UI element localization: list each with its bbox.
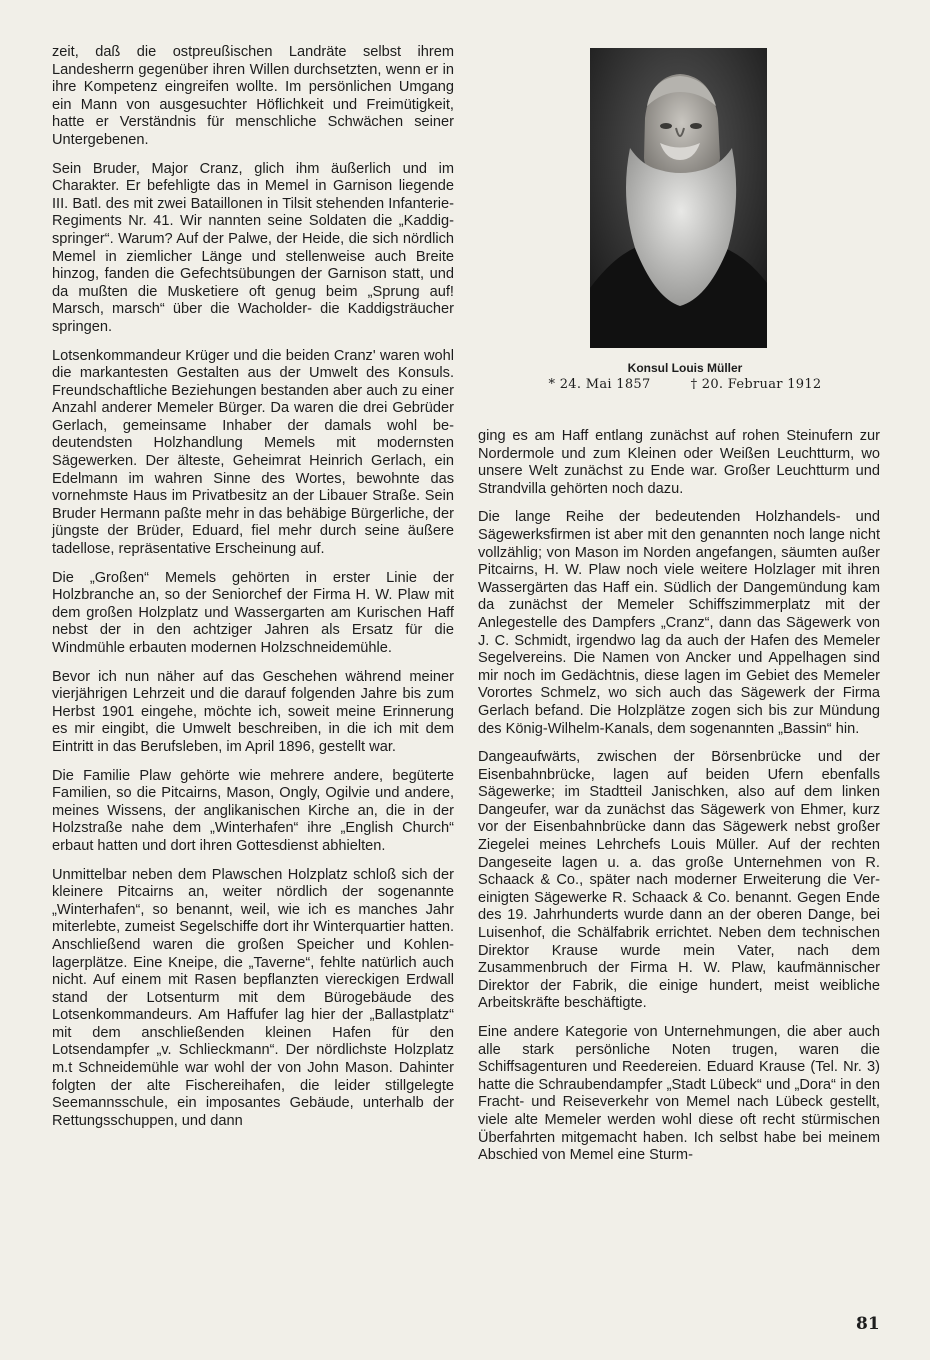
paragraph: Dangeaufwärts, zwischen der Börsenbrücke und der Eisenbahnbrücke, lagen auf beiden Ufern ebenfalls Sägewerke; im Stadtteil Janischken, also auf dem linken Dangeufer, war da zunächst das Sägewerk von Ehmer, kurz vor der Eisenbahnbrücke dann das Sägewerk nebst großer Ziegelei meines Lehrchefs Louis Müller. Auf der rechten Dangeseite lagen u. a. das große Unternehmen von R. Schaack & Co., später nach moderner Erweiterung die Vereinigten Sägewerke R. Schaack & Co. benannt. Gegen Ende des 19. Jahrhunderts wurde dann an der oberen Dange, bei Luisenhof, die Schälfabrik errichtet. Neben dem technischen Direktor Krause wurde mein Vater, nach dem Zusammenbruch der Firma H. W. Plaw, kaufmännischer Direktor der Fabrik, die einige hundert, meist weibliche Arbeitskräfte beschäftigte. (478, 749, 880, 1012)
paragraph: Bevor ich nun näher auf das Geschehen während meiner vierjährigen Lehrzeit und die darauf folgenden Jahre bis zum Herbst 1901 eingehe, möchte ich, soweit meine Erinnerung es mir eingibt, die Umwelt beschreiben, in die ich mit dem Eintritt in das Berufsleben, im April 1896, gestellt war. (52, 668, 454, 755)
paragraph: Eine andere Kategorie von Unternehmungen, die aber auch alle stark persönliche Noten trugen, waren die Schiffsagenturen und Reedereien. Eduard Krause (Tel. Nr. 3) hatte die Schraubendampfer „Stadt Lübeck“ und „Dora“ in den Fracht- und Reiseverkehr von Memel nach Lübeck gestellt, viele alte Memeler werden wohl diese oft recht stürmischen Überfahrten mitgemacht haben. Ich selbst habe bei meinem Abschied von Memel eine Sturm- (478, 1024, 880, 1164)
birth-date: * 24. Mai 1857 (548, 377, 651, 392)
portrait-photo (590, 48, 767, 348)
death-date: † 20. Februar 1912 (690, 377, 822, 392)
paragraph: Sein Bruder, Major Cranz, glich ihm äußerlich und im Charakter. Er befehligte das in Memel in Garnison liegende III. Batl. des mit zwei Bataillonen in Tilsit stehenden Infanterie-Regiments Nr. 41. Wir nannten seine Soldaten die „Kaddigspringer“. Warum? Auf der Palwe, der Heide, die sich nördlich Memel in ziemlicher Länge und stellenweise auch Breite hinzog, fanden die Gefechtsübungen der Garnison statt, und da mußten die Musketiere oft genug beim „Sprung auf! Marsch, marsch“ über die Wacholder- die Kaddigsträucher springen. (52, 160, 454, 335)
caption-name: Konsul Louis Müller (627, 361, 743, 375)
paragraph: Lotsenkommandeur Krüger und die beiden Cranz' waren wohl die markantesten Gestalten aus der Umwelt des Konsuls. Freundschaftliche Beziehungen bestanden aber auch zu einer Anzahl anderer Memeler Bürger. Da waren die drei Gebrüder Gerlach, gemeinsame Inhaber der damals wohl bedeutendsten Holzhandlung Memels mit modernsten Sägewerken. Der älteste, Geheimrat Heinrich Gerlach, ein Edelmann im wahren Sinne des Wortes, bewohnte das vornehmste Haus im Privatbesitz an der Libauer Straße. Sein Bruder Hermann paßte mehr in das behäbige Bürgerliche, der jüngste der Brüder, Eduard, fiel mehr durch seine äußere tadellose, repräsentative Erscheinung auf. (52, 347, 454, 558)
paragraph: Die lange Reihe der bedeutenden Holzhandels- und Sägewerksfirmen ist aber mit den genannten noch lange nicht vollzählig; von Mason im Norden angefangen, säumten außer Pitcairns, H. W. Plaw noch viele weitere Holzlager mit ihren Wassergärten das Haff ein. Südlich der Dangemündung kam da zunächst der Memeler Schiffszimmerplatz mit der Anlegestelle des Dampfers „Cranz“, dann das Sägewerk von J. C. Schmidt, irgendwo lag da auch der Hafen des Memeler Segelvereins. Die Namen von Ancker und Appelhagen sind mir noch im Gedächtnis, diese lagen im Gebiet des Memeler Vorortes Schmelz, wo sich auch das Sägewerk der Firma Gerlach befand. Die Holzplätze zogen sich bis zur Mündung des König-Wilhelm-Kanals, dem sogenannten „Bassin“ hin. (478, 509, 880, 737)
page-number: 81 (856, 1314, 880, 1334)
right-text-column (478, 428, 880, 1176)
left-text-column (52, 44, 454, 1141)
portrait-photo-graphic (590, 48, 767, 348)
paragraph: zeit, daß die ostpreußischen Landräte selbst ihrem Landesherrn gegenüber ihren Willen durchsetzten, wenn er in ihre Kompetenz eingreifen wollte. Im persönlichen Umgang ein Mann von ausgesuchter Höflichkeit und Freimütigkeit, hatte er Verständnis für menschliche Schwächen seiner Untergebenen. (52, 44, 454, 148)
paragraph: Unmittelbar neben dem Plawschen Holzplatz schloß sich der kleinere Pitcairns an, weiter nördlich der sogenannte „Winterhafen“, so benannt, weil, wie ich es manches Jahr miterlebte, zumeist Segelschiffe dort ihr Winterquartier hatten. Anschließend waren die großen Speicher und Kohlenlagerplätze. Eine Kneipe, die „Taverne“, fehlte natürlich auch nicht. Auf einem mit Rasen bepflanzten viereckigen Erdwall stand der Lotsenturm mit dem Bürogebäude des Lotsenkommandeurs. Am Haffufer lag hier der „Ballastplatz“ mit dem anschließenden kleinen Hafen für den Lotsendampfer „v. Schlieckmann“. Der nördlichste Holzplatz m.t Schneidemühle war wohl der von John Mason. Dahinter folgten der alte Fischereihafen, die leider stillgelegte Seemannsschule, ein imposantes Gebäude, unterhalb der Rettungsschuppen, und dann (52, 866, 454, 1129)
paragraph: Die „Großen“ Memels gehörten in erster Linie der Holzbranche an, so der Seniorchef der Firma H. W. Plaw mit dem großen Holzplatz und Wassergarten am Kurischen Haff nebst der in den achtziger Jahren als Ersatz für die Windmühle erbauten modernen Holzschneidemühle. (52, 569, 454, 656)
photo-caption (520, 360, 850, 394)
caption-dates (520, 376, 850, 394)
paragraph: ging es am Haff entlang zunächst auf rohen Steinufern zur Nordermole und zum Kleinen oder Weißen Leuchtturm, wo unsere Welt zunächst zu Ende war. Großer Leuchtturm und Strandvilla gehörten noch dazu. (478, 428, 880, 497)
paragraph: Die Familie Plaw gehörte wie mehrere andere, begüterte Familien, so die Pitcairns, Mason, Ongly, Ogilvie und andere, meines Wissens, der anglikanischen Kirche an, die in der Holzstraße nahe dem „Winterhafen“ ihre „English Church“ erbaut hatten und dort ihren Gottesdienst abhielten. (52, 767, 454, 854)
